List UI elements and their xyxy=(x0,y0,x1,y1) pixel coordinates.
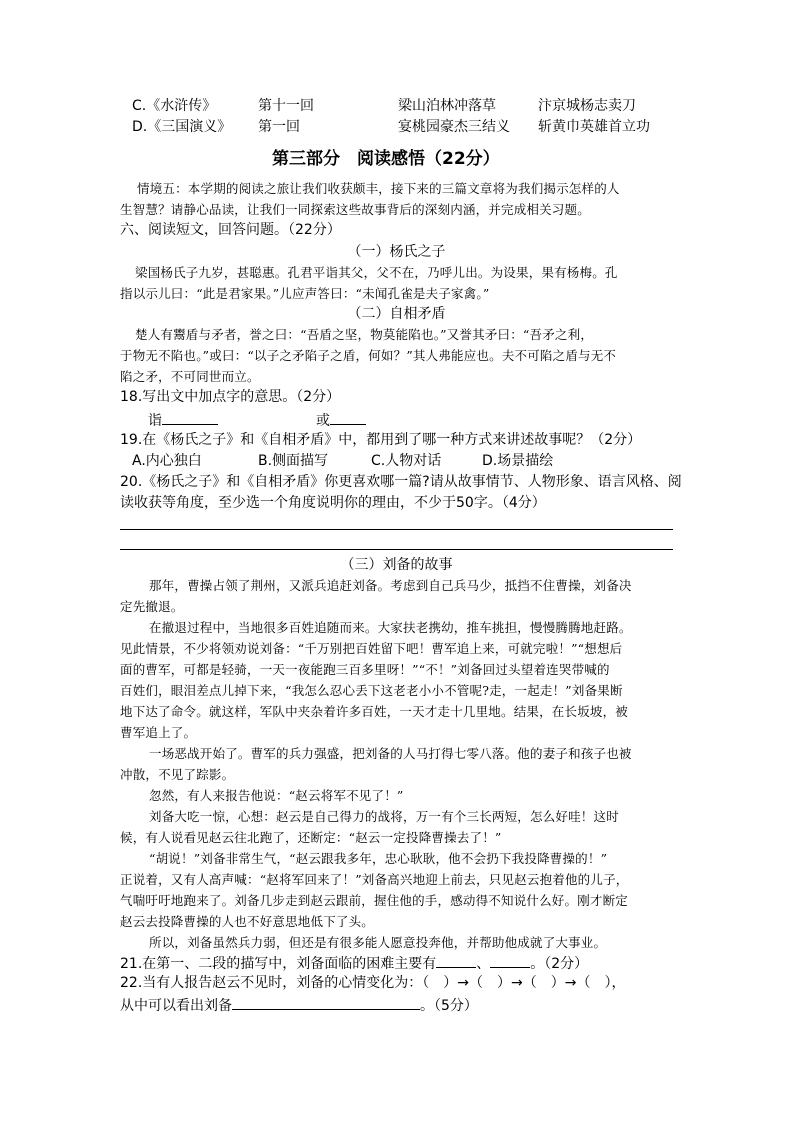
passage-1-title: （一）杨氏之子 xyxy=(347,244,446,260)
row-c-book: C.《水浒传》 xyxy=(132,98,217,114)
question-22-line-1: 22.当有人报告赵云不见时，刘备的心情变化为：（ ）→（ ）→（ ）→（ ）， xyxy=(120,975,626,991)
intro-line-2: 生智慧？请静心品读，让我们一同探索这些故事背后的深刻内涵，并完成相关习题。 xyxy=(120,202,590,217)
passage-3-line-9: 一场恶战开始了。曹军的兵力强盛，把刘备的人马打得七零八落。他的妻子和孩子也被 xyxy=(149,746,632,761)
passage-2-line-2: 于物无不陷也。”或曰：“以子之矛陷子之盾，何如？”其人弗能应也。夫不可陷之盾与无不 xyxy=(120,348,617,363)
passage-3-title: （三）刘备的故事 xyxy=(340,557,453,573)
question-19: 19.在《杨氏之子》和《自相矛盾》中，都用到了哪一种方式来讲述故事呢？（2分） xyxy=(120,432,642,448)
passage-3-line-7: 地下达了命令。就这样，军队中夹杂着许多百姓，一天才走十几里地。结果，在长坂坡，被 xyxy=(120,704,629,719)
passage-3-line-10: 冲散，不见了踪影。 xyxy=(120,767,235,782)
passage-2-line-3: 陷之矛，不可同世而立。 xyxy=(120,369,260,384)
passage-3-line-11: 忽然，有人来报告他说：“赵云将军不见了！” xyxy=(149,788,404,803)
question-21 xyxy=(120,953,588,973)
q22-blank[interactable] xyxy=(232,995,420,1010)
row-d-title1: 宴桃园豪杰三结义 xyxy=(398,119,510,135)
passage-3-line-8: 曹军追上了。 xyxy=(120,725,197,740)
section-title: 第三部分 阅读感悟（22分） xyxy=(272,149,500,169)
passage-1-line-2: 指以示儿曰：“此是君家果。”儿应声答曰：“未闻孔雀是夫子家禽。” xyxy=(120,286,490,301)
question-6: 六、阅读短文，回答问题。（22分） xyxy=(120,222,341,238)
q18-item-a xyxy=(148,410,218,430)
passage-3-line-5: 面的曹军，可都是轻骑，一天一夜能跑三百多里呀！”“不！”刘备回过头望着连哭带喊的 xyxy=(120,662,610,677)
passage-3-line-13: 候，有人说看见赵云往北跑了，还断定：“赵云一定投降曹操去了！” xyxy=(120,830,502,845)
question-18: 18.写出文中加点字的意思。（2分） xyxy=(120,389,341,405)
q19-option-a[interactable]: A.内心独白 xyxy=(132,453,202,469)
passage-3-line-4: 见此情景，不少将领劝说刘备：“千万别把百姓留下吧！曹军追上来，可就完啦！”“想想后 xyxy=(120,641,623,656)
q21-blank-2[interactable] xyxy=(490,953,530,968)
row-c-title1: 梁山泊林冲落草 xyxy=(398,98,496,114)
question-20-line-1: 20.《杨氏之子》和《自相矛盾》你更喜欢哪一篇?请从故事情节、人物形象、语言风格、阅 xyxy=(120,474,682,490)
question-22-line-2 xyxy=(120,995,478,1015)
q18-answer-blank-a[interactable] xyxy=(162,410,218,425)
passage-2-title: （二）自相矛盾 xyxy=(347,306,446,322)
passage-3-line-15: 正说着，又有人高声喊：“赵将军回来了！”刘备高兴地迎上前去，只见赵云抱着他的儿子， xyxy=(120,872,629,887)
question-20-line-2: 读收获等角度，至少选一个角度说明你的理由，不少于50字。（4分） xyxy=(120,495,546,511)
q22-score: 。（5分） xyxy=(420,998,478,1014)
row-d-title2: 斩黄巾英雄首立功 xyxy=(538,119,650,135)
row-d-chapter: 第一回 xyxy=(258,119,300,135)
answer-line-1[interactable] xyxy=(120,529,673,530)
intro-line-1: 情境五：本学期的阅读之旅让我们收获颇丰，接下来的三篇文章将为我们揭示怎样的人 xyxy=(137,181,620,196)
passage-3-line-14: “胡说！”刘备非常生气，“赵云跟我多年，忠心耿耿，他不会扔下我投降曹操的！” xyxy=(149,851,608,866)
passage-3-line-18: 所以，刘备虽然兵力弱，但还是有很多能人愿意投奔他，并帮助他成就了大事业。 xyxy=(149,935,607,950)
row-d-book: D.《三国演义》 xyxy=(132,119,232,135)
row-c-chapter: 第十一回 xyxy=(258,98,314,114)
q21-score: 。（2分） xyxy=(530,956,589,972)
q18-item-b xyxy=(316,410,366,430)
answer-line-2[interactable] xyxy=(120,549,673,550)
passage-2-line-1: 楚人有鬻盾与矛者，誉之曰：“吾盾之坚，物莫能陷也。”又誉其矛曰：“吾矛之利， xyxy=(135,327,594,342)
q18-char-b: 或 xyxy=(316,413,330,429)
q21-text: 21.在第一、二段的描写中，刘备面临的困难主要有 xyxy=(120,956,437,972)
passage-3-line-12: 刘备大吃一惊，心想：赵云是自己得力的战将，万一有个三长两短，怎么好哇！这时 xyxy=(149,809,619,824)
passage-3-line-17: 赵云去投降曹操的人也不好意思地低下了头。 xyxy=(120,914,375,929)
q19-option-c[interactable]: C.人物对话 xyxy=(371,453,442,469)
q19-option-d[interactable]: D.场景描绘 xyxy=(482,453,554,469)
q19-option-b[interactable]: B.侧面描写 xyxy=(258,453,329,469)
passage-3-line-6: 百姓们，眼泪差点儿掉下来，“我怎么忍心丢下这老老小小不管呢?走，一起走！”刘备果断 xyxy=(120,683,623,698)
passage-3-line-16: 气喘吁吁地跑来了。刘备几步走到赵云跟前，握住他的手，感动得不知说什么好。刚才断定 xyxy=(120,893,629,908)
q22-text: 从中可以看出刘备 xyxy=(120,998,232,1014)
row-c-title2: 汴京城杨志卖刀 xyxy=(538,98,636,114)
q18-char-a: 诣 xyxy=(148,413,162,429)
passage-3-line-1: 那年，曹操占领了荆州，又派兵追赶刘备。考虑到自己兵马少，抵挡不住曹操，刘备决 xyxy=(149,578,632,593)
passage-1-line-1: 梁国杨氏子九岁，甚聪惠。孔君平诣其父，父不在，乃呼儿出。为设果，果有杨梅。孔 xyxy=(135,265,618,280)
passage-3-line-2: 定先撤退。 xyxy=(120,599,184,614)
q21-blank-1[interactable] xyxy=(436,953,476,968)
q18-answer-blank-b[interactable] xyxy=(330,410,366,425)
passage-3-line-3: 在撤退过程中，当地很多百姓追随而来。大家扶老携幼，推车挑担，慢慢腾腾地赶路。 xyxy=(149,620,632,635)
q21-sep: 、 xyxy=(476,956,491,972)
